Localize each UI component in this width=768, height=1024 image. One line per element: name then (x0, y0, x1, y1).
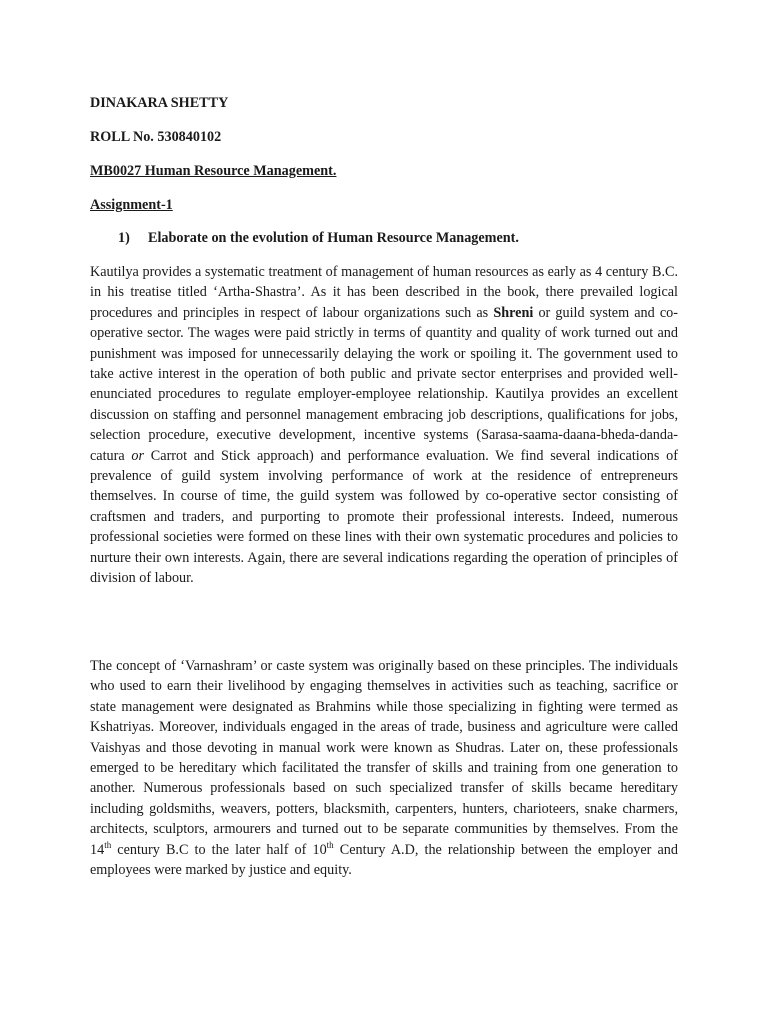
superscript: th (104, 839, 112, 850)
assignment-heading: Assignment-1 (90, 197, 173, 213)
paragraph-text: century B.C to the later half of 10 (111, 841, 327, 858)
paragraph-varnashram (90, 656, 678, 880)
student-name: DINAKARA SHETTY (90, 95, 229, 111)
bold-term: Shreni (493, 304, 534, 321)
paragraph-text: Kautilya provides a systematic treatment of management of human resources as early as 4 century B.C. in his treatise titled ‘Artha-Shastra’. As it has been described in the book, there prevailed logical procedures and principles in respect of labour organizations such as (90, 264, 678, 321)
course-title: MB0027 Human Resource Management. (90, 163, 337, 179)
question-number: 1) (118, 230, 130, 246)
paragraph-kautilya (90, 262, 678, 589)
italic-term: or (131, 447, 145, 464)
paragraph-text: Century A.D, the relationship between the employer and employees were marked by justice and equity. (90, 841, 678, 879)
question-heading (118, 229, 519, 247)
paragraph-text: or guild system and co-operative sector. The wages were paid strictly in terms of quantity and quality of work turned out and punishment was imposed for unnecessarily delaying the work or spoiling it. The government used to take active interest in the operation of both public and private sector enterprises and provided well-enunciated procedures to regulate employer-employee relationship. Kautilya provides an excellent discussion on staffing and personnel management embracing job descriptions, qualifications for jobs, selection procedure, executive development, incentive systems (Sarasa-saama-daana-bheda-danda-catura (90, 304, 678, 464)
roll-number: ROLL No. 530840102 (90, 129, 222, 145)
paragraph-text: The concept of ‘Varnashram’ or caste system was originally based on these principles. The individuals who used to earn their livelihood by engaging themselves in activities such as teaching, sacrifice or state management were designated as Brahmins while those specializing in fighting were termed as Kshatriyas. Moreover, individuals engaged in the areas of trade, business and agriculture were called Vaishyas and those devoting in manual work were known as Shudras. Later on, these professionals emerged to be hereditary which facilitated the transfer of skills and training from one generation to another. Numerous professionals based on such specialized transfer of skills became hereditary including goldsmiths, weavers, potters, blacksmith, carpenters, hunters, charioteers, snake charmers, architects, sculptors, armourers and turned out to be separate communities by themselves. From the 14 (90, 658, 678, 858)
paragraph-text: Carrot and Stick approach) and performance evaluation. We find several indications of prevalence of guild system involving performance of work at the residence of entrepreneurs themselves. In course of time, the guild system was followed by co-operative sector consisting of craftsmen and traders, and purporting to promote their professional interests. Indeed, numerous professional societies were formed on these lines with their own systematic procedures and policies to nurture their own interests. Again, there are several indications regarding the operation of principles of division of labour. (90, 447, 678, 587)
question-text: Elaborate on the evolution of Human Resource Management. (148, 230, 519, 246)
superscript: th (326, 839, 334, 850)
